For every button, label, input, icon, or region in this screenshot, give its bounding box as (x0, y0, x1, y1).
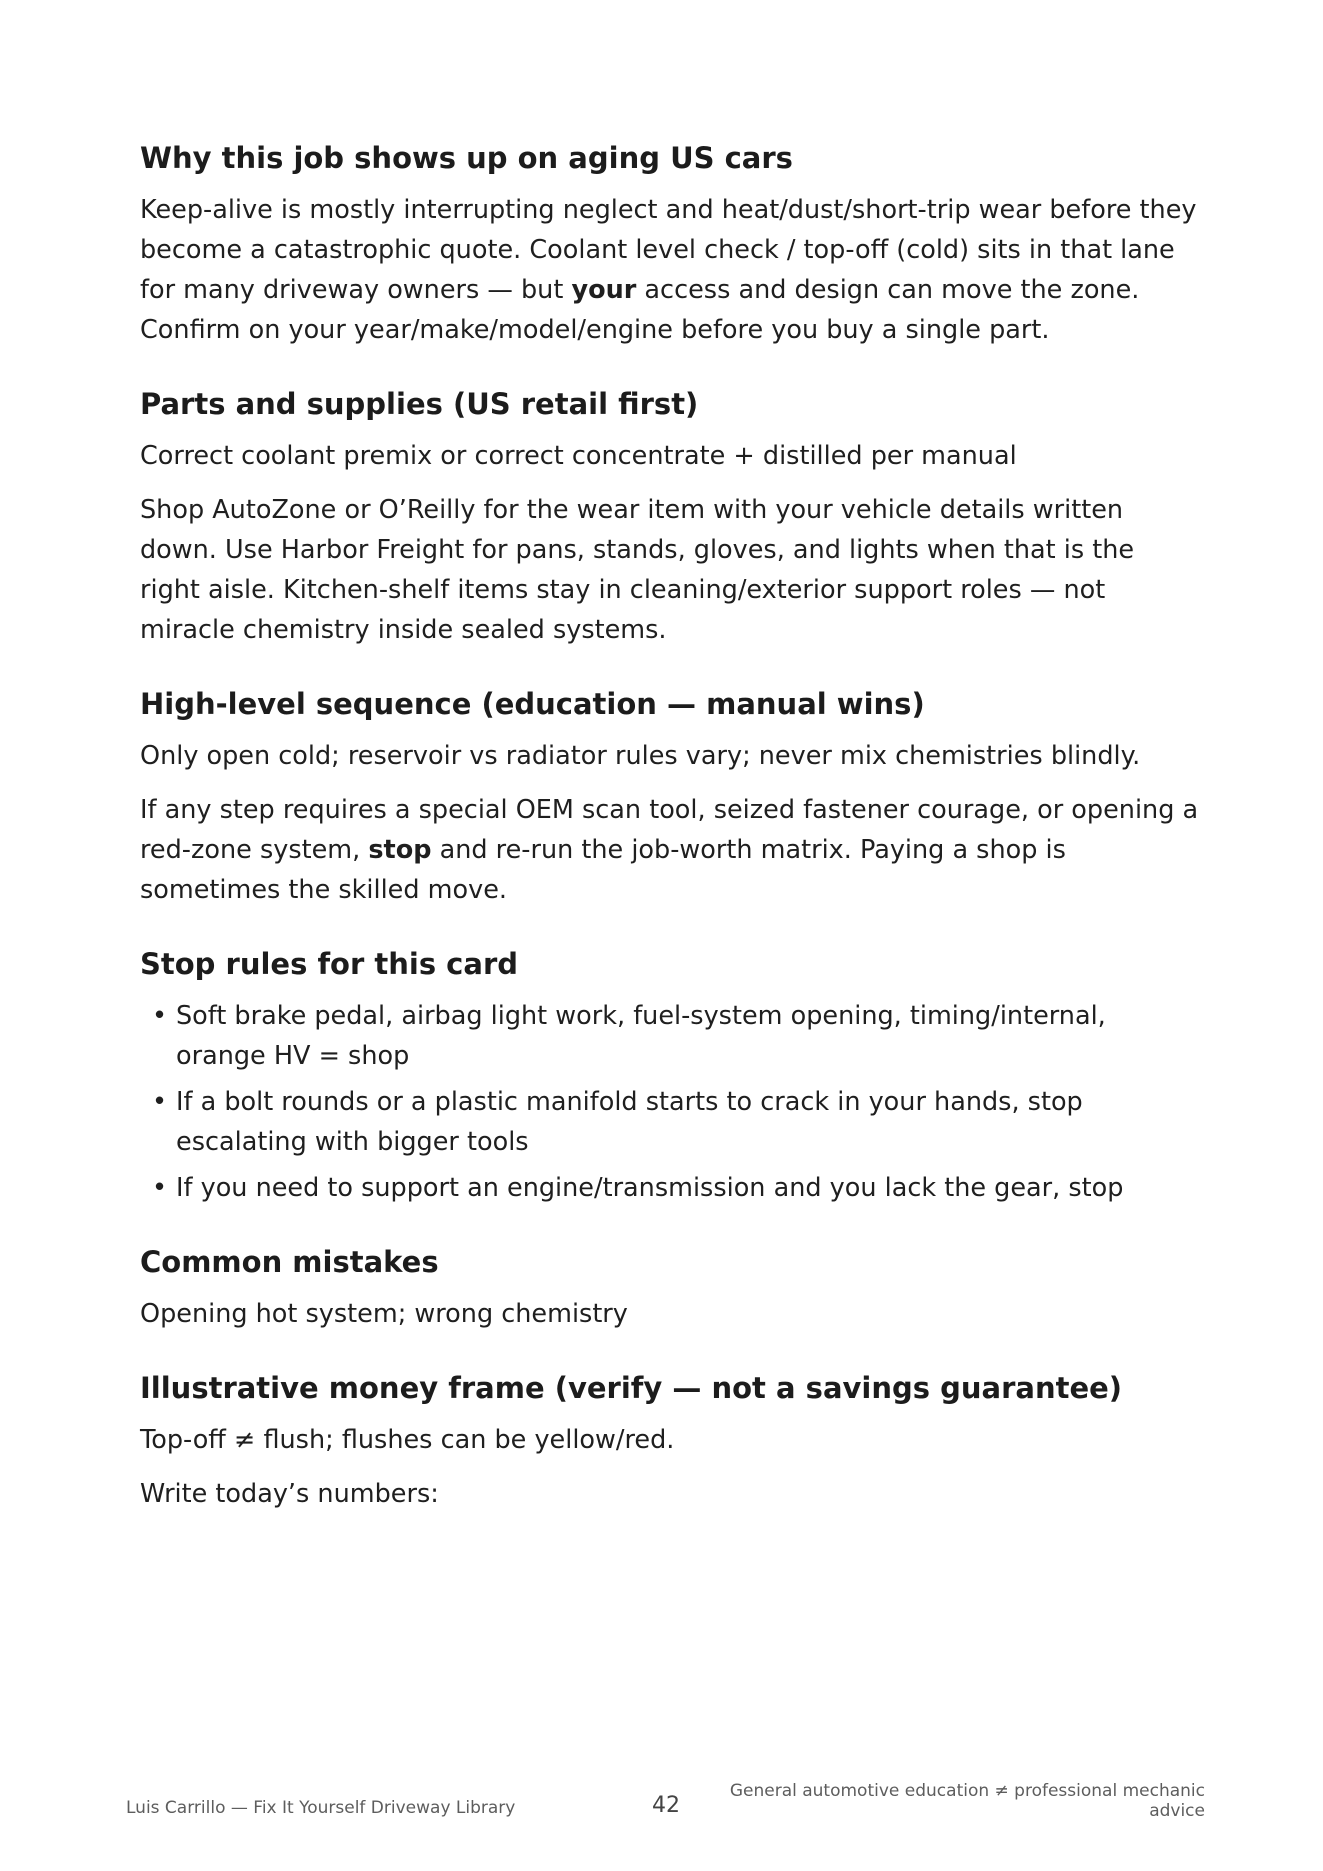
paragraph: Opening hot system; wrong chemistry (140, 1299, 628, 1329)
footer-author-title: Luis Carrillo — Fix It Yourself Driveway Library (126, 1798, 516, 1818)
stop-rules-list (140, 996, 1200, 1208)
paragraph-text: access and design can move the zone. Confirm on your year/make/model/engine before you buy a single part. (140, 275, 1140, 345)
paragraph-text: Keep-alive is mostly interrupting neglect and heat/dust/short-trip wear before they become a catastrophic quote. Coolant level check / top-off (cold) sits in that lane for many driveway owners — but (140, 195, 1197, 305)
paragraph: Top-off ≠ flush; flushes can be yellow/red. (140, 1425, 675, 1455)
section-heading: High-level sequence (education — manual wins) (140, 687, 925, 721)
list-item-text: Soft brake pedal, airbag light work, fuel-system opening, timing/internal, orange HV = shop (176, 1001, 1106, 1071)
paragraph-text: If any step requires a special OEM scan tool, seized fastener courage, or opening a red-zone system, (140, 795, 1199, 865)
section-high-level-sequence (140, 684, 1200, 910)
section-stop-rules (140, 944, 1200, 1208)
footer-disclaimer: General automotive education ≠ professional mechanic advice (729, 1781, 1205, 1821)
section-money-frame (140, 1368, 1200, 1514)
paragraph (140, 190, 1200, 350)
section-heading: Illustrative money frame (verify — not a savings guarantee) (140, 1371, 1123, 1405)
list-item (152, 1168, 1200, 1208)
list-item-text: If you need to support an engine/transmission and you lack the gear, stop (176, 1173, 1124, 1203)
paragraph-text: and re-run the job-worth matrix. Paying a shop is sometimes the skilled move. (140, 835, 1066, 905)
list-item-text: If a bolt rounds or a plastic manifold starts to crack in your hands, stop escalating with bigger tools (176, 1087, 1083, 1157)
bullet-icon: • (152, 1001, 168, 1031)
paragraph: Shop AutoZone or O’Reilly for the wear item with your vehicle details written down. Use Harbor Freight for pans, stands, gloves, and lights when that is the right aisle. Kitchen-shelf items stay in cleaning/exterior support roles — not miracle chemistry inside sealed systems. (140, 495, 1135, 645)
section-heading: Why this job shows up on aging US cars (140, 141, 793, 175)
page-footer (126, 1781, 1205, 1825)
bullet-icon: • (152, 1087, 168, 1117)
section-heading: Common mistakes (140, 1245, 439, 1279)
list-item (152, 996, 1200, 1076)
paragraph (140, 790, 1200, 910)
section-common-mistakes (140, 1242, 1200, 1334)
emphasis-text: your (571, 275, 637, 305)
bullet-icon: • (152, 1173, 168, 1203)
paragraph: Correct coolant premix or correct concentrate + distilled per manual (140, 441, 1017, 471)
list-item (152, 1082, 1200, 1162)
paragraph: Only open cold; reservoir vs radiator rules vary; never mix chemistries blindly. (140, 741, 1141, 771)
paragraph: Write today’s numbers: (140, 1479, 439, 1509)
section-heading: Stop rules for this card (140, 947, 519, 981)
section-why-this-job (140, 138, 1200, 350)
section-heading: Parts and supplies (US retail first) (140, 387, 699, 421)
page-content (140, 138, 1200, 1528)
section-parts-and-supplies (140, 384, 1200, 650)
page-number: 42 (652, 1793, 680, 1818)
emphasis-text: stop (368, 835, 432, 865)
